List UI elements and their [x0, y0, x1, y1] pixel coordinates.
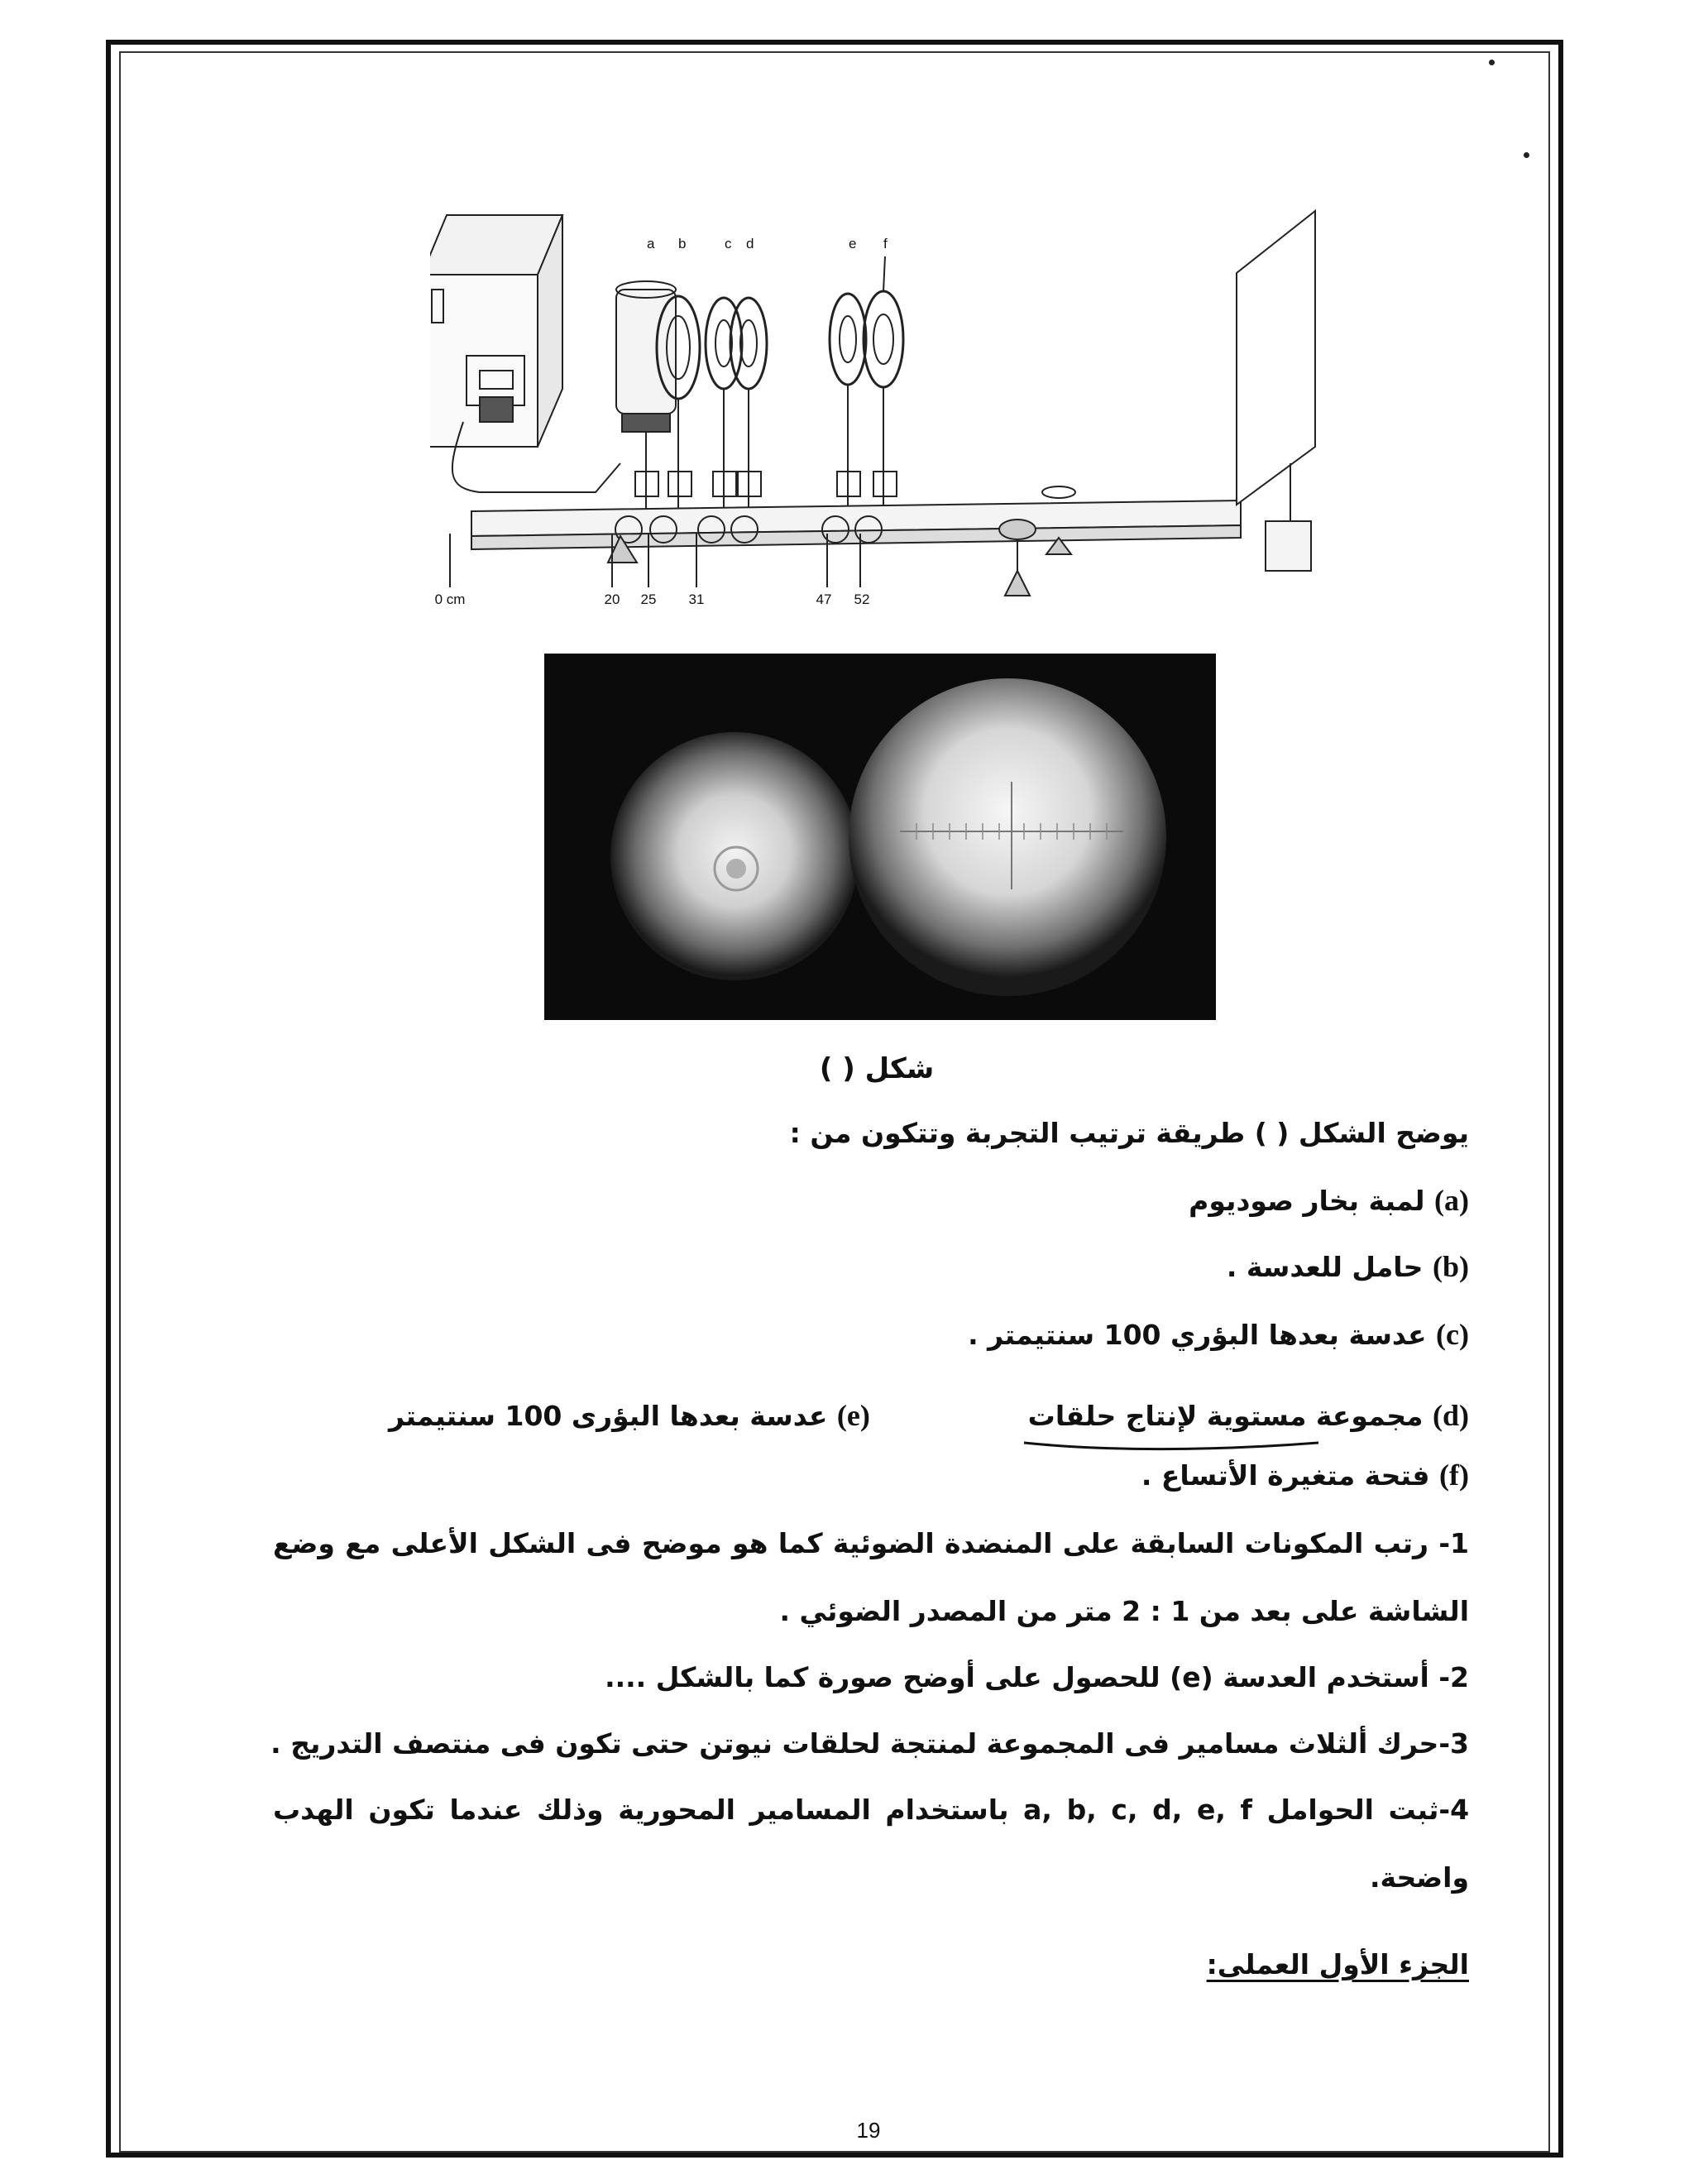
scale-label: 47 — [816, 592, 832, 607]
component-text: فتحة متغيرة الأتساع . — [1141, 1459, 1430, 1492]
component-d — [1028, 1398, 1469, 1433]
step-3: 3-حرك ألثلاث مسامير فى المجموعة لمنتجة لحلقات نيوتن حتى تكون فى منتصف التدريج . — [270, 1727, 1469, 1760]
component-a — [1189, 1183, 1469, 1218]
component-letter: (c) — [1436, 1318, 1469, 1351]
step-4-continued: واضحة. — [1369, 1861, 1469, 1894]
component-b — [1227, 1249, 1469, 1284]
label-d: d — [746, 236, 754, 251]
hand-underline — [1022, 1438, 1320, 1454]
label-b: b — [678, 236, 687, 251]
scale-label: 31 — [688, 592, 705, 607]
component-letter: (d) — [1432, 1399, 1469, 1432]
scale-label: 20 — [604, 592, 620, 607]
newton-rings-photo — [544, 654, 1216, 1020]
component-text: عدسة بعدها البؤري 100 سنتيمتر . — [968, 1319, 1427, 1351]
step-1: 1- رتب المكونات السابقة على المنضدة الضوئية كما هو موضح فى الشكل الأعلى مع وضع — [273, 1527, 1469, 1559]
figure-caption: شكل ( ) — [819, 1052, 935, 1085]
scan-speck — [1524, 152, 1529, 158]
scale-label: 52 — [854, 592, 870, 607]
component-text: حامل للعدسة . — [1226, 1251, 1424, 1283]
scale-label: 0 cm — [434, 592, 466, 607]
label-e: e — [849, 236, 857, 251]
apparatus-diagram — [430, 207, 1365, 620]
component-c — [968, 1317, 1469, 1352]
component-letter: (b) — [1432, 1250, 1469, 1283]
component-letter: (a) — [1434, 1184, 1469, 1217]
page-number: 19 — [856, 2118, 881, 2143]
component-letter: (e) — [836, 1399, 870, 1432]
component-text: مجموعة مستوية لإنتاج حلقات — [1027, 1400, 1424, 1432]
label-f: f — [883, 236, 888, 251]
component-f — [1141, 1458, 1469, 1492]
section-heading: الجزء الأول العملى: — [1206, 1948, 1469, 1980]
component-text: عدسة بعدها البؤرى 100 سنتيمتر — [389, 1400, 828, 1432]
label-a: a — [647, 236, 655, 251]
component-e — [389, 1398, 870, 1433]
label-c: c — [725, 236, 732, 251]
component-letter: (f) — [1439, 1458, 1469, 1492]
scan-speck — [1489, 60, 1495, 65]
step-4: 4-ثبت الحوامل a, b, c, d, e, f باستخدام المسامير المحورية وذلك عندما تكون الهدب — [273, 1794, 1470, 1826]
step-1-continued: الشاشة على بعد من 1 : 2 متر من المصدر الضوئي . — [779, 1595, 1469, 1627]
scale-label: 25 — [640, 592, 657, 607]
component-text: لمبة بخار صوديوم — [1189, 1185, 1425, 1217]
step-2: 2- أستخدم العدسة (e) للحصول على أوضح صورة كما بالشكل .... — [605, 1661, 1469, 1693]
intro-text: يوضح الشكل ( ) طريقة ترتيب التجربة وتتكون من : — [789, 1117, 1469, 1149]
